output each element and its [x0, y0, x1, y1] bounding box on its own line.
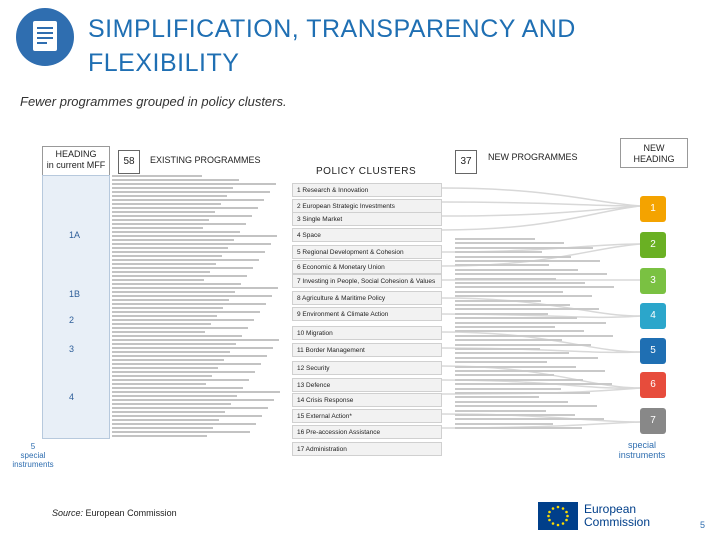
programme-line [112, 383, 206, 385]
new-heading-badge-1: 1 [640, 196, 666, 222]
policy-cluster-15: 15 External Action* [292, 409, 442, 423]
programme-line [112, 351, 230, 353]
new-programme-line [455, 366, 576, 368]
programme-line [112, 199, 264, 201]
page-title [88, 12, 688, 80]
new-programme-line [455, 396, 539, 398]
instruments-label: instruments [12, 460, 54, 469]
programme-line [112, 307, 223, 309]
programme-line [112, 299, 229, 301]
policy-cluster-16: 16 Pre-accession Assistance [292, 425, 442, 439]
programme-line [112, 315, 217, 317]
programme-line [112, 379, 249, 381]
new-programmes-list [455, 236, 635, 436]
special-label: special [20, 451, 46, 460]
heading-3: 3 [69, 344, 75, 354]
new-programme-line [455, 256, 571, 258]
programme-line [112, 283, 241, 285]
new-programme-line [455, 269, 578, 271]
new-programme-line [455, 339, 562, 341]
new-programme-line [455, 410, 546, 412]
programme-line [112, 219, 209, 221]
policy-cluster-17: 17 Administration [292, 442, 442, 456]
new-heading-label: NEW [643, 143, 665, 153]
new-programme-line [455, 242, 564, 244]
new-programme-line [455, 322, 606, 324]
instruments-label-right: instruments [618, 450, 666, 460]
programme-line [112, 251, 265, 253]
programme-line [112, 367, 218, 369]
programme-line [112, 295, 272, 297]
policy-cluster-6: 6 Economic & Monetary Union [292, 260, 442, 274]
new-programme-line [455, 330, 584, 332]
programme-line [112, 207, 258, 209]
programme-line [112, 259, 259, 261]
new-heading-badge-2: 2 [640, 232, 666, 258]
policy-clusters-title: POLICY CLUSTERS [316, 166, 417, 177]
new-programme-line [455, 414, 575, 416]
programme-line [112, 211, 215, 213]
programme-line [112, 339, 279, 341]
european-commission-logo [584, 503, 650, 529]
new-programme-line [455, 348, 540, 350]
programme-line [112, 267, 253, 269]
heading-1a: 1A [69, 230, 81, 240]
new-programme-line [455, 335, 613, 337]
programme-line [112, 247, 228, 249]
programme-line [112, 175, 202, 177]
programme-line [112, 355, 267, 357]
programme-line [112, 335, 242, 337]
org-line-1: European [584, 502, 637, 516]
new-programme-line [455, 357, 598, 359]
policy-cluster-14: 14 Crisis Response [292, 393, 442, 407]
new-programme-line [455, 238, 535, 240]
new-programme-line [455, 304, 570, 306]
new-programme-line [455, 295, 592, 297]
heading-1b: 1B [69, 289, 81, 299]
new-programme-line [455, 379, 583, 381]
programme-line [112, 399, 274, 401]
programme-line [112, 391, 280, 393]
programme-line [112, 263, 216, 265]
new-programme-line [455, 313, 548, 315]
new-programme-line [455, 374, 554, 376]
eu-flag-icon [538, 502, 578, 530]
programme-line [112, 411, 225, 413]
programme-line [112, 407, 268, 409]
new-programme-line [455, 388, 561, 390]
source-label: Source: [52, 508, 84, 518]
existing-count-box: 58 [118, 150, 140, 174]
programme-line [112, 187, 233, 189]
programme-line [112, 191, 270, 193]
programme-line [112, 435, 207, 437]
page-subtitle: Fewer programmes grouped in policy clusters. [20, 94, 287, 109]
new-programme-line [455, 383, 612, 385]
special-instruments-right [612, 440, 672, 460]
title-line-1: SIMPLIFICATION, TRANSPARENCY AND [88, 15, 576, 43]
new-programme-line [455, 251, 542, 253]
new-programme-line [455, 405, 597, 407]
org-line-2: Commission [584, 515, 651, 529]
programme-line [112, 403, 231, 405]
special-instruments-left [8, 442, 58, 469]
new-heading-badge-3: 3 [640, 268, 666, 294]
programme-line [112, 231, 240, 233]
programme-line [112, 303, 266, 305]
new-heading-sublabel: HEADING [633, 154, 675, 164]
programme-line [112, 331, 205, 333]
new-programme-line [455, 282, 585, 284]
new-programme-line [455, 427, 582, 429]
new-programme-line [455, 418, 604, 420]
policy-cluster-3: 3 Single Market [292, 212, 442, 226]
new-programme-line [455, 291, 563, 293]
programme-line [112, 287, 278, 289]
new-heading-badge-5: 5 [640, 338, 666, 364]
new-count-box: 37 [455, 150, 477, 174]
programme-line [112, 179, 239, 181]
policy-cluster-1: 1 Research & Innovation [292, 183, 442, 197]
programme-line [112, 371, 255, 373]
heading-header-box [42, 146, 110, 176]
policy-cluster-5: 5 Regional Development & Cohesion [292, 245, 442, 259]
new-programme-line [455, 352, 569, 354]
new-programme-line [455, 317, 577, 319]
new-heading-badge-6: 6 [640, 372, 666, 398]
policy-cluster-13: 13 Defence [292, 378, 442, 392]
programme-line [112, 375, 212, 377]
new-programme-line [455, 247, 593, 249]
new-programme-line [455, 308, 599, 310]
programme-line [112, 343, 236, 345]
policy-cluster-9: 9 Environment & Climate Action [292, 307, 442, 321]
new-programme-line [455, 326, 555, 328]
programme-line [112, 423, 256, 425]
programme-line [112, 235, 277, 237]
programme-line [112, 431, 250, 433]
programme-line [112, 203, 221, 205]
programme-line [112, 327, 248, 329]
new-programme-line [455, 344, 591, 346]
programme-line [112, 239, 234, 241]
programme-line [112, 387, 243, 389]
new-programme-line [455, 423, 553, 425]
programme-line [112, 311, 260, 313]
new-programme-line [455, 260, 600, 262]
programme-line [112, 183, 276, 185]
policy-cluster-10: 10 Migration [292, 326, 442, 340]
programme-line [112, 243, 271, 245]
document-shape [33, 21, 57, 51]
programme-line [112, 427, 213, 429]
heading-4: 4 [69, 392, 75, 402]
programme-line [112, 291, 235, 293]
new-programme-line [455, 370, 605, 372]
policy-cluster-12: 12 Security [292, 361, 442, 375]
policy-cluster-8: 8 Agriculture & Maritime Policy [292, 291, 442, 305]
new-programme-line [455, 300, 541, 302]
title-line-2: FLEXIBILITY [88, 49, 240, 77]
programme-line [112, 415, 262, 417]
new-programme-line [455, 278, 556, 280]
programme-line [112, 347, 273, 349]
heading-label: HEADING [55, 149, 97, 159]
existing-programmes-list [112, 173, 290, 439]
programme-line [112, 223, 246, 225]
page-number: 5 [700, 520, 706, 530]
programme-line [112, 275, 247, 277]
policy-cluster-4: 4 Space [292, 228, 442, 242]
policy-cluster-11: 11 Border Management [292, 343, 442, 357]
programme-line [112, 271, 210, 273]
heading-5: 5 [30, 442, 36, 451]
new-heading-badge-4: 4 [640, 303, 666, 329]
source-text: European Commission [83, 508, 177, 518]
document-icon [16, 8, 74, 66]
programme-line [112, 195, 227, 197]
policy-cluster-2: 2 European Strategic Investments [292, 199, 442, 213]
new-programme-line [455, 264, 549, 266]
heading-column [42, 175, 110, 439]
programme-line [112, 363, 261, 365]
new-programme-line [455, 273, 607, 275]
new-heading-box [620, 138, 688, 168]
new-programme-line [455, 392, 590, 394]
programme-line [112, 323, 211, 325]
special-label-right: special [627, 440, 656, 450]
source-note [52, 508, 177, 518]
programme-line [112, 319, 254, 321]
programme-line [112, 255, 222, 257]
new-programme-line [455, 401, 568, 403]
programme-line [112, 279, 204, 281]
programme-line [112, 395, 237, 397]
programme-line [112, 227, 203, 229]
programme-line [112, 215, 252, 217]
heading-2: 2 [69, 315, 75, 325]
programme-line [112, 359, 224, 361]
new-heading-badge-7: 7 [640, 408, 666, 434]
existing-programmes-label: EXISTING PROGRAMMES [150, 155, 261, 165]
policy-cluster-7: 7 Investing in People, Social Cohesion & Values [292, 274, 442, 288]
heading-sublabel: in current MFF [46, 160, 106, 170]
new-programme-line [455, 361, 547, 363]
programme-line [112, 419, 219, 421]
new-programme-line [455, 286, 614, 288]
new-programmes-label: NEW PROGRAMMES [488, 152, 578, 162]
